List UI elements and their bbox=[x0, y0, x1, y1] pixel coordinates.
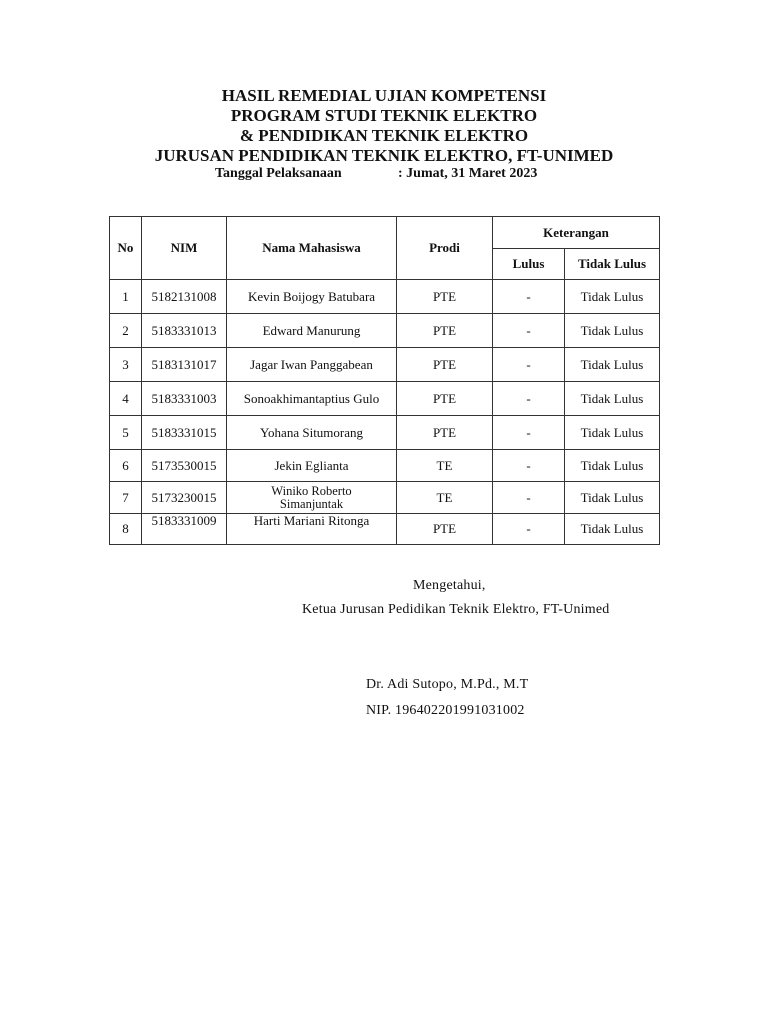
header-nim: NIM bbox=[142, 217, 227, 280]
cell-prodi: PTE bbox=[397, 382, 493, 416]
cell-prodi: PTE bbox=[397, 280, 493, 314]
table-row bbox=[110, 314, 660, 348]
cell-nama: Kevin Boijogy Batubara bbox=[227, 280, 397, 314]
title-line-4: JURUSAN PENDIDIKAN TEKNIK ELEKTRO, FT-UNIMED bbox=[154, 146, 614, 165]
cell-nama-line-1: Winiko Roberto bbox=[271, 483, 352, 498]
acknowledged-label: Mengetahui, bbox=[413, 578, 486, 593]
cell-tidak-lulus: Tidak Lulus bbox=[565, 348, 660, 382]
signatory-nip: NIP. 196402201991031002 bbox=[366, 703, 525, 718]
cell-prodi: PTE bbox=[397, 416, 493, 450]
cell-tidak-lulus: Tidak Lulus bbox=[565, 314, 660, 348]
title-line-1: HASIL REMEDIAL UJIAN KOMPETENSI bbox=[221, 86, 547, 105]
cell-nama: Yohana Situmorang bbox=[227, 416, 397, 450]
header-lulus: Lulus bbox=[493, 249, 565, 280]
cell-nim: 5183331003 bbox=[142, 382, 227, 416]
cell-lulus: - bbox=[493, 482, 565, 514]
header-nama: Nama Mahasiswa bbox=[227, 217, 397, 280]
cell-nim: 5173530015 bbox=[142, 450, 227, 482]
cell-nim: 5183131017 bbox=[142, 348, 227, 382]
signatory-name: Dr. Adi Sutopo, M.Pd., M.T bbox=[366, 677, 529, 692]
cell-lulus: - bbox=[493, 314, 565, 348]
cell-no: 2 bbox=[110, 314, 142, 348]
table-row bbox=[110, 382, 660, 416]
cell-lulus: - bbox=[493, 280, 565, 314]
table-row bbox=[110, 280, 660, 314]
table-row bbox=[110, 514, 660, 545]
cell-nim: 5183331009 bbox=[142, 514, 227, 545]
table-row bbox=[110, 482, 660, 514]
cell-nama: Sonoakhimantaptius Gulo bbox=[227, 382, 397, 416]
cell-prodi: PTE bbox=[397, 314, 493, 348]
cell-tidak-lulus: Tidak Lulus bbox=[565, 514, 660, 545]
cell-no: 1 bbox=[110, 280, 142, 314]
cell-nama: Edward Manurung bbox=[227, 314, 397, 348]
cell-tidak-lulus: Tidak Lulus bbox=[565, 450, 660, 482]
table-row bbox=[110, 450, 660, 482]
table-row bbox=[110, 348, 660, 382]
cell-nim: 5183331013 bbox=[142, 314, 227, 348]
signatory-position: Ketua Jurusan Pedidikan Teknik Elektro, FT-Unimed bbox=[302, 602, 610, 617]
cell-prodi: TE bbox=[397, 450, 493, 482]
cell-no: 5 bbox=[110, 416, 142, 450]
date-value: : Jumat, 31 Maret 2023 bbox=[398, 166, 538, 181]
cell-nama bbox=[227, 482, 397, 514]
cell-lulus: - bbox=[493, 382, 565, 416]
cell-lulus: - bbox=[493, 348, 565, 382]
cell-lulus: - bbox=[493, 514, 565, 545]
cell-tidak-lulus: Tidak Lulus bbox=[565, 382, 660, 416]
cell-no: 4 bbox=[110, 382, 142, 416]
cell-nama-line-2: Simanjuntak bbox=[279, 496, 344, 511]
cell-no: 3 bbox=[110, 348, 142, 382]
header-keterangan: Keterangan bbox=[493, 217, 660, 249]
cell-nim: 5173230015 bbox=[142, 482, 227, 514]
cell-nama: Jagar Iwan Panggabean bbox=[227, 348, 397, 382]
cell-nama: Harti Mariani Ritonga bbox=[227, 514, 397, 545]
results-table bbox=[109, 216, 660, 545]
header-no: No bbox=[110, 217, 142, 280]
cell-no: 6 bbox=[110, 450, 142, 482]
table-row bbox=[110, 416, 660, 450]
title-line-2: PROGRAM STUDI TEKNIK ELEKTRO bbox=[230, 106, 538, 125]
cell-nama: Jekin Eglianta bbox=[227, 450, 397, 482]
cell-nim: 5182131008 bbox=[142, 280, 227, 314]
cell-nim: 5183331015 bbox=[142, 416, 227, 450]
cell-tidak-lulus: Tidak Lulus bbox=[565, 416, 660, 450]
cell-lulus: - bbox=[493, 416, 565, 450]
document-header bbox=[0, 86, 768, 166]
cell-lulus: - bbox=[493, 450, 565, 482]
cell-tidak-lulus: Tidak Lulus bbox=[565, 280, 660, 314]
cell-tidak-lulus: Tidak Lulus bbox=[565, 482, 660, 514]
date-label: Tanggal Pelaksanaan bbox=[215, 166, 342, 181]
header-tidak-lulus: Tidak Lulus bbox=[565, 249, 660, 280]
cell-prodi: PTE bbox=[397, 514, 493, 545]
table-header-row bbox=[110, 217, 660, 249]
cell-no: 7 bbox=[110, 482, 142, 514]
cell-no: 8 bbox=[110, 514, 142, 545]
cell-prodi: PTE bbox=[397, 348, 493, 382]
title-line-3: & PENDIDIKAN TEKNIK ELEKTRO bbox=[239, 126, 529, 145]
cell-prodi: TE bbox=[397, 482, 493, 514]
header-prodi: Prodi bbox=[397, 217, 493, 280]
